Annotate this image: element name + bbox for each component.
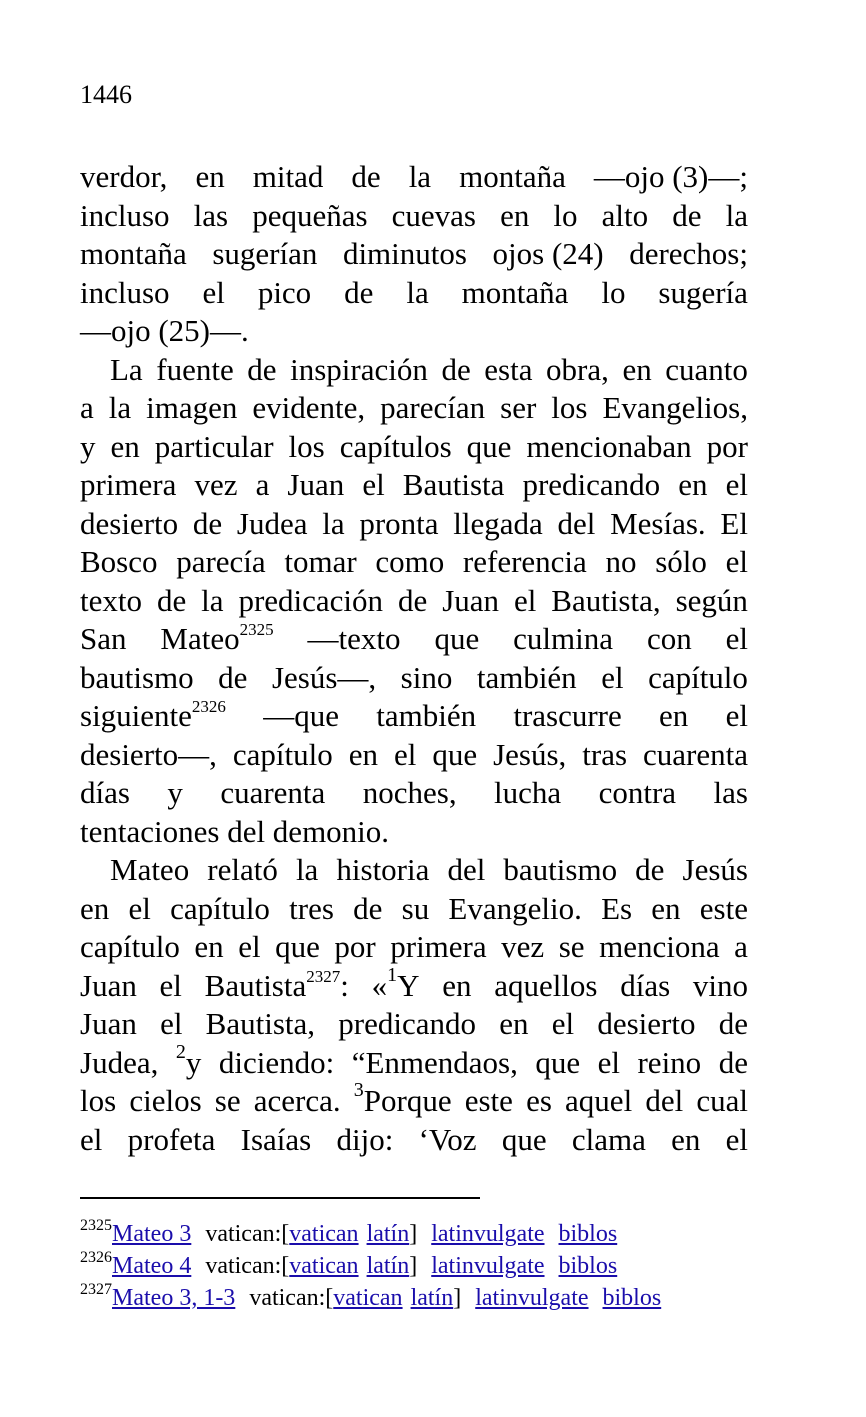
word: como — [375, 544, 445, 579]
word: montaña — [461, 274, 569, 310]
word: el — [597, 1044, 620, 1080]
text-line — [80, 697, 748, 736]
word: a — [734, 929, 748, 964]
word: Evangelio. — [448, 890, 582, 926]
word: dijo: — [336, 1121, 394, 1157]
word: tres — [289, 890, 334, 926]
word: de — [218, 659, 248, 695]
word: capítulo — [170, 890, 270, 926]
word: por — [706, 428, 748, 464]
text-line — [80, 890, 748, 929]
word: Isaías — [240, 1121, 312, 1157]
word: Bautista$^{2327}$: — [204, 966, 349, 1003]
word: los — [80, 1083, 117, 1118]
word: el — [202, 274, 225, 310]
verse-number: 3 — [353, 1079, 364, 1101]
word: este — [464, 1083, 513, 1118]
text-line — [80, 582, 748, 621]
word: contra — [598, 775, 677, 810]
word: imagen — [146, 390, 238, 425]
bracket-close: ] — [409, 1253, 418, 1279]
word: ser — [500, 390, 537, 425]
vatican-prefix: vatican:[ — [205, 1253, 290, 1279]
word: que — [466, 428, 512, 464]
word: días — [620, 967, 671, 1003]
word: desierto—, — [80, 736, 217, 772]
word: incluso — [80, 197, 170, 233]
word: del — [645, 1083, 684, 1118]
word: en — [348, 736, 378, 772]
text-line — [80, 1040, 748, 1083]
footnote-2326 — [80, 1250, 617, 1282]
vatican-link[interactable]: vatican — [289, 1221, 359, 1247]
word: las — [193, 197, 229, 233]
word: la — [322, 505, 345, 541]
word: diciendo: — [218, 1044, 335, 1080]
word: profeta — [127, 1121, 216, 1157]
text-line — [80, 1121, 748, 1160]
word: llegada — [453, 505, 543, 541]
word: en — [500, 197, 530, 233]
text-line — [80, 312, 748, 351]
word: cuarenta — [220, 775, 326, 810]
word: los — [551, 390, 588, 425]
word: desierto — [80, 505, 179, 541]
word: parecían — [380, 390, 486, 425]
biblos-link[interactable]: biblos — [602, 1285, 662, 1311]
word: lo — [553, 197, 578, 233]
word: cual — [696, 1083, 748, 1118]
word: —texto — [307, 621, 401, 656]
word: sólo — [655, 544, 707, 579]
word: el — [238, 929, 261, 964]
word: el — [551, 1006, 575, 1041]
word: Mateo$^{2325}$ — [160, 620, 274, 656]
word: La — [110, 351, 143, 387]
footnote-2325 — [80, 1218, 617, 1250]
text-line — [80, 351, 748, 390]
word: siguiente$^{2326}$ — [80, 697, 226, 733]
word: en — [442, 967, 472, 1003]
word: $^2$y — [175, 1040, 202, 1080]
word: con — [646, 621, 692, 656]
word: referencia — [462, 544, 587, 579]
word: en — [80, 890, 110, 926]
word: por — [334, 929, 376, 964]
word: predicación — [238, 582, 384, 618]
word: se — [558, 929, 585, 964]
word: lo — [601, 274, 626, 310]
footnote-number: 2325 — [80, 1217, 112, 1234]
word: según — [675, 582, 748, 618]
word: de — [351, 159, 381, 194]
word: en — [671, 1121, 701, 1157]
word: en — [110, 428, 140, 464]
text-line — [80, 274, 748, 313]
word: tentaciones del demonio. — [80, 813, 390, 849]
footnote-marker: 2327 — [306, 966, 341, 986]
word: menciona — [599, 929, 720, 964]
text-line — [80, 736, 748, 775]
footnote-marker: 2325 — [239, 620, 274, 639]
word: Bosco — [80, 544, 158, 579]
word: sugerían — [212, 236, 318, 271]
word: Jesús, — [493, 736, 567, 772]
word: este — [699, 890, 748, 926]
word: el — [601, 659, 624, 695]
word: Es — [601, 890, 633, 926]
word: de — [397, 582, 428, 618]
vatican-link[interactable]: vatican — [333, 1285, 403, 1311]
word: mencionaban — [526, 428, 692, 464]
word: en — [195, 159, 225, 194]
word: a — [255, 467, 270, 502]
word: sino — [400, 659, 453, 695]
page-number: 1446 — [80, 80, 132, 109]
word: evidente, — [252, 390, 366, 425]
word: Evangelios, — [602, 390, 748, 425]
word: días — [80, 775, 130, 810]
word: el — [128, 890, 151, 926]
word: Juan — [442, 582, 500, 618]
word: las — [713, 775, 748, 810]
word: montaña — [459, 159, 566, 194]
word: Judea — [236, 505, 308, 541]
text-line — [80, 620, 748, 659]
latinvulgate-link[interactable]: latinvulgate — [431, 1221, 545, 1247]
footnote-marker: 2326 — [191, 697, 226, 716]
word: San — [80, 621, 127, 656]
latinvulgate-link[interactable]: latinvulgate — [475, 1285, 589, 1311]
latinvulgate-link[interactable]: latinvulgate — [431, 1253, 545, 1279]
word: trascurre — [513, 698, 622, 733]
word: el — [159, 967, 182, 1003]
word: culmina — [513, 621, 614, 656]
word: de — [192, 505, 223, 541]
vatican-prefix: vatican:[ — [205, 1221, 290, 1247]
word: incluso — [80, 274, 170, 310]
word: lucha — [494, 775, 562, 810]
word: Bautista, — [205, 1006, 316, 1041]
word: la — [725, 197, 748, 233]
word: relató — [207, 852, 278, 887]
word: El — [720, 505, 748, 541]
word: bautismo — [503, 852, 618, 887]
word: tras — [582, 736, 628, 772]
text-line — [80, 505, 748, 544]
word: sugería — [658, 274, 748, 310]
text-line — [80, 813, 748, 852]
word: del — [447, 852, 486, 887]
latin-link[interactable]: latín — [366, 1221, 410, 1247]
word: alto — [601, 197, 649, 233]
text-line — [80, 1005, 748, 1044]
word: de — [353, 890, 383, 926]
text-line — [80, 659, 748, 698]
word: “Enmendaos, — [351, 1044, 518, 1080]
word: la — [408, 159, 432, 194]
word: verdor, — [80, 159, 168, 194]
word: primera — [390, 929, 487, 964]
word: predicando — [522, 467, 661, 502]
word: cielos — [129, 1083, 202, 1118]
word: pronta — [359, 505, 439, 541]
word: de — [672, 197, 702, 233]
word: no — [605, 544, 637, 579]
word: Juan — [80, 967, 137, 1003]
biblos-link[interactable]: biblos — [558, 1253, 618, 1279]
text-line — [80, 774, 748, 813]
word: de — [247, 351, 277, 387]
word: se — [214, 1083, 241, 1118]
word: tomar — [284, 544, 357, 579]
word: predicando — [338, 1006, 476, 1041]
footnote-ref-link[interactable]: Mateo 3 — [112, 1221, 192, 1247]
latin-link[interactable]: latín — [366, 1253, 410, 1279]
word: Juan — [287, 467, 345, 502]
word: fuente — [156, 351, 234, 387]
word: vino — [692, 967, 748, 1003]
word: historia — [336, 852, 430, 887]
word: el — [513, 582, 537, 618]
word: el — [393, 736, 417, 772]
footnote-ref-link[interactable]: Mateo 4 — [112, 1253, 192, 1279]
word: Bautista, — [551, 582, 661, 618]
word: inspiración — [290, 351, 428, 387]
word: derechos; — [629, 236, 748, 271]
word: los — [288, 428, 325, 464]
word: capítulo — [80, 929, 180, 964]
word: a — [80, 390, 94, 425]
word: Mesías. — [610, 505, 706, 541]
footnote-2327 — [80, 1282, 661, 1314]
word: cuanto — [665, 351, 748, 387]
verse-number: 1 — [387, 963, 398, 986]
footnote-separator — [80, 1197, 480, 1199]
footnote-number: 2326 — [80, 1249, 112, 1266]
text-line — [80, 466, 748, 505]
word: ojos (24) — [492, 236, 604, 271]
word: pico — [257, 274, 312, 310]
text-line — [80, 428, 748, 467]
word: y — [80, 428, 96, 464]
text-line — [80, 1079, 748, 1121]
vatican-link[interactable]: vatican — [289, 1253, 359, 1279]
word: de — [344, 274, 374, 310]
word: que — [535, 1044, 581, 1080]
word: que — [275, 929, 320, 964]
text-line — [80, 963, 748, 1006]
word: es — [526, 1083, 552, 1118]
word: en — [194, 929, 224, 964]
word: —que — [263, 698, 339, 733]
word: en — [622, 351, 652, 387]
word: y — [167, 775, 183, 810]
text-line — [80, 235, 748, 274]
word: «$^1$Y — [371, 963, 420, 1003]
word: que — [434, 621, 480, 656]
word: aquellos — [494, 967, 598, 1003]
word: texto — [80, 582, 142, 618]
word: de — [156, 582, 187, 618]
word: en — [678, 467, 708, 502]
verse-number: 2 — [175, 1040, 186, 1063]
word: —ojo (3)—; — [593, 159, 748, 194]
bracket-close: ] — [409, 1221, 418, 1247]
word: su — [401, 890, 430, 926]
word: ‘Voz — [418, 1121, 477, 1157]
word: el — [160, 1006, 183, 1041]
text-line — [80, 851, 748, 890]
word: mitad — [252, 159, 324, 194]
word: la — [108, 390, 132, 425]
vatican-prefix: vatican:[ — [249, 1285, 334, 1311]
word: de — [635, 852, 665, 887]
word: el — [725, 698, 748, 733]
word: —ojo (25)—. — [80, 313, 249, 348]
word: de — [718, 1044, 748, 1080]
word: del — [557, 505, 596, 541]
word: la — [406, 274, 429, 310]
word: en — [651, 890, 681, 926]
word: capítulo — [232, 736, 333, 772]
footnote-number: 2327 — [80, 1281, 112, 1298]
word: Jesús — [682, 852, 748, 887]
word: Juan — [80, 1006, 137, 1041]
word: montaña — [80, 236, 187, 271]
word: el — [362, 467, 385, 502]
word: en — [499, 1006, 529, 1041]
text-line — [80, 158, 748, 197]
text-line — [80, 389, 748, 428]
word: Judea, — [80, 1044, 159, 1080]
word: $^3$Porque — [353, 1079, 452, 1118]
word: cuevas — [391, 197, 476, 233]
word: capítulos — [339, 428, 452, 464]
biblos-link[interactable]: biblos — [558, 1221, 618, 1247]
word: vez — [194, 467, 238, 502]
word: parecía — [176, 544, 266, 579]
word: de — [718, 1006, 748, 1041]
word: el — [80, 1121, 103, 1157]
word: que — [432, 736, 478, 772]
word: Bautista — [402, 467, 505, 502]
word: vez — [501, 929, 545, 964]
word: bautismo — [80, 659, 194, 695]
word: Mateo — [110, 852, 190, 887]
word: también — [376, 698, 477, 733]
word: acerca. — [253, 1083, 341, 1118]
text-line — [80, 197, 748, 236]
word: de — [441, 351, 471, 387]
word: desierto — [597, 1006, 696, 1041]
word: cuarenta — [643, 736, 748, 772]
word: reino — [637, 1044, 702, 1080]
word: el — [725, 621, 748, 656]
word: también — [476, 659, 577, 695]
word: en — [659, 698, 689, 733]
word: Jesús—, — [271, 659, 377, 695]
word: la — [201, 582, 224, 618]
word: esta — [484, 351, 533, 387]
word: la — [295, 852, 319, 887]
text-line — [80, 543, 748, 582]
word: que — [501, 1121, 547, 1157]
word: capítulo — [648, 659, 748, 695]
word: primera — [80, 467, 177, 502]
word: clama — [571, 1121, 646, 1157]
word: noches, — [362, 775, 457, 810]
latin-link[interactable]: latín — [410, 1285, 454, 1311]
word: el — [725, 467, 748, 502]
footnote-ref-link[interactable]: Mateo 3, 1-3 — [112, 1285, 236, 1311]
text-line — [80, 928, 748, 967]
bracket-close: ] — [453, 1285, 462, 1311]
word: diminutos — [342, 236, 467, 271]
word: el — [725, 1121, 748, 1157]
word: el — [725, 544, 748, 579]
word: aquel — [565, 1083, 633, 1118]
word: pequeñas — [252, 197, 368, 233]
word: particular — [154, 428, 274, 464]
word: obra, — [546, 351, 609, 387]
